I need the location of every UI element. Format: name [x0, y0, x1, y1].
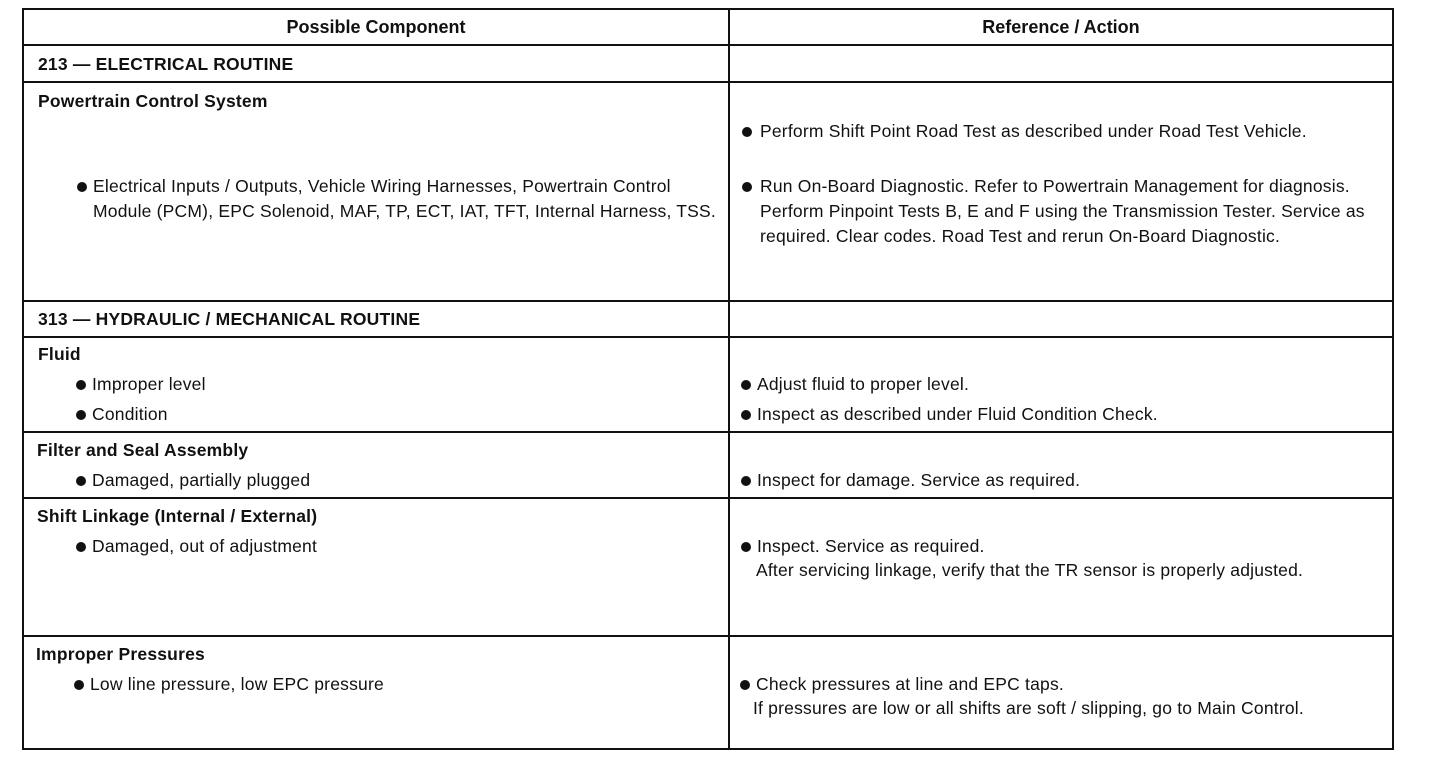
electrical-routine-title: 213 — ELECTRICAL ROUTINE: [38, 54, 294, 74]
fluid-action-2: Inspect as described under Fluid Condition Check.: [757, 404, 1158, 424]
bullet-icon: [741, 410, 751, 420]
bullet-icon: [742, 127, 752, 137]
bullet-icon: [77, 182, 87, 192]
diagnosis-table: [22, 8, 1394, 748]
pressures-group-title: Improper Pressures: [36, 644, 205, 664]
fluid-row: [22, 336, 1394, 432]
linkage-item-1: Damaged, out of adjustment: [92, 536, 318, 556]
bullet-icon: [76, 380, 86, 390]
linkage-group-title: Shift Linkage (Internal / External): [37, 506, 318, 526]
filter-item-1: Damaged, partially plugged: [92, 470, 311, 490]
bullet-icon: [740, 680, 750, 690]
bullet-icon: [741, 542, 751, 552]
powertrain-action-2: Run On-Board Diagnostic. Refer to Powertrain Management for diagnosis. Perform Pinpoint Tests B, E and F using the Transmission Tester. Service as required. Clear codes. Road Test and rerun On-Board Diagnostic.: [760, 176, 1365, 246]
fluid-action-1: Adjust fluid to proper level.: [757, 374, 970, 394]
bullet-icon: [76, 542, 86, 552]
bullet-icon: [742, 182, 752, 192]
bullet-icon: [741, 476, 751, 486]
bullet-icon: [76, 476, 86, 486]
filter-group-title: Filter and Seal Assembly: [37, 440, 249, 460]
bullet-icon: [74, 680, 84, 690]
bullet-icon: [741, 380, 751, 390]
column-divider: [728, 8, 730, 748]
fluid-group-title: Fluid: [38, 344, 81, 364]
left-border: [22, 8, 24, 748]
linkage-action-1: Inspect. Service as required.: [757, 536, 985, 556]
powertrain-group-title: Powertrain Control System: [38, 91, 268, 111]
header-reference-action: Reference / Action: [982, 17, 1140, 37]
hydraulic-routine-title: 313 — HYDRAULIC / MECHANICAL ROUTINE: [38, 309, 421, 329]
fluid-item-2: Condition: [92, 404, 168, 424]
pressures-action-note: If pressures are low or all shifts are soft / slipping, go to Main Control.: [753, 698, 1304, 718]
pressures-action-1: Check pressures at line and EPC taps.: [756, 674, 1064, 694]
filter-action-1: Inspect for damage. Service as required.: [757, 470, 1081, 490]
linkage-action-note: After servicing linkage, verify that the TR sensor is properly adjusted.: [756, 560, 1304, 580]
right-border: [1392, 8, 1394, 748]
powertrain-action-1: Perform Shift Point Road Test as described under Road Test Vehicle.: [760, 121, 1307, 141]
header-possible-component: Possible Component: [286, 17, 466, 37]
fluid-item-1: Improper level: [92, 374, 206, 394]
pressures-item-1: Low line pressure, low EPC pressure: [90, 674, 384, 694]
powertrain-component-item: Electrical Inputs / Outputs, Vehicle Wiring Harnesses, Powertrain Control Module (PCM), EPC Solenoid, MAF, TP, ECT, IAT, TFT, Internal Harness, TSS.: [93, 176, 716, 221]
bullet-icon: [76, 410, 86, 420]
